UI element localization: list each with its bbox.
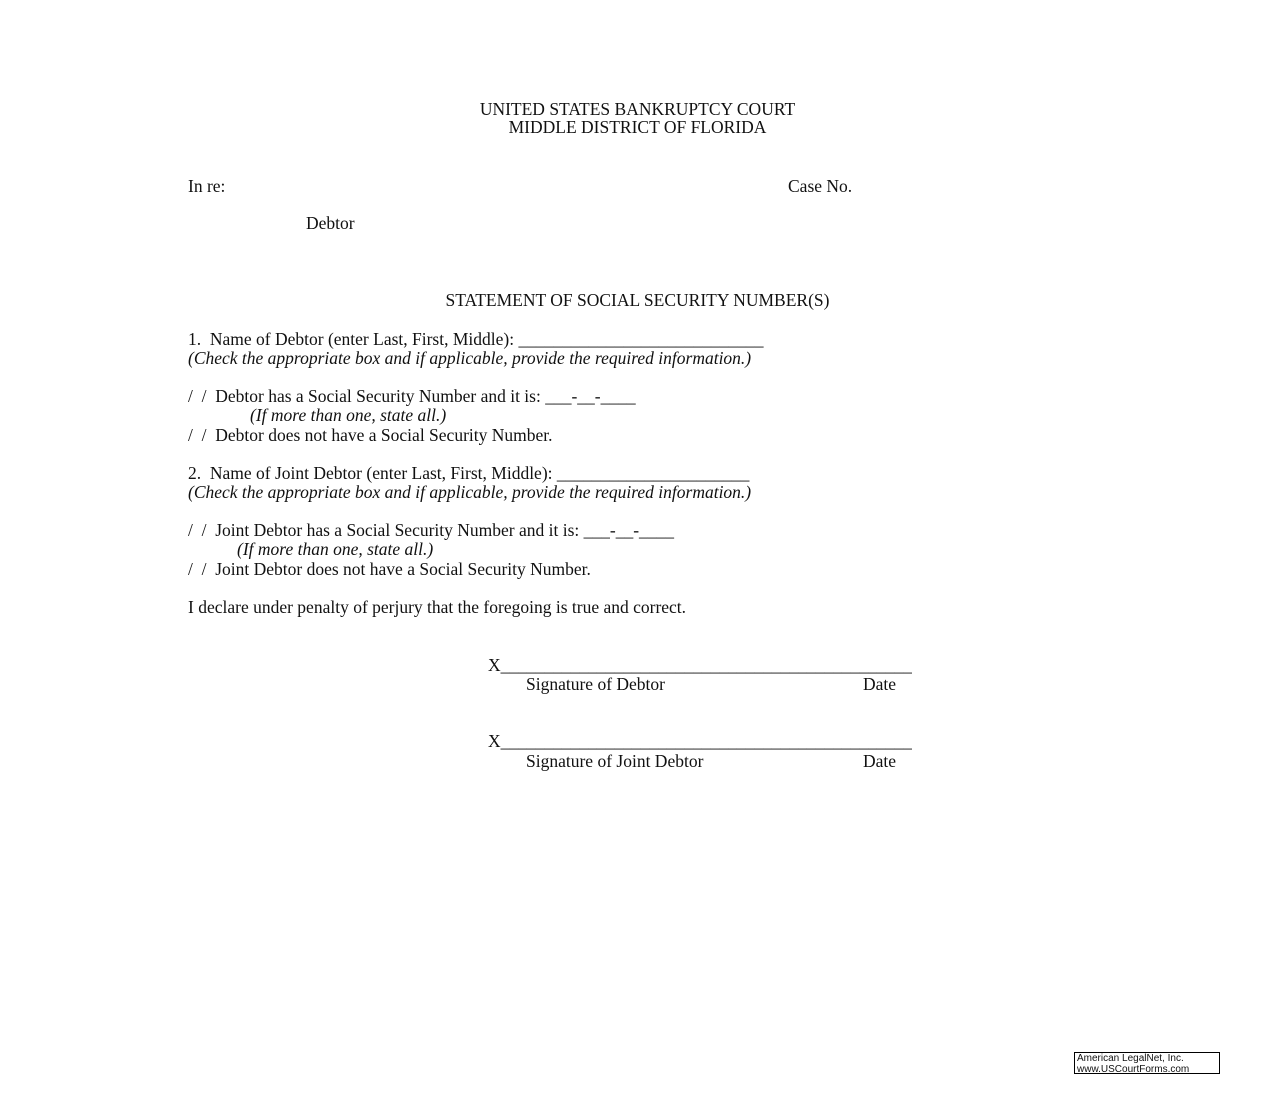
debtor-date-label: Date: [863, 674, 897, 694]
case-no-label: Case No.: [788, 176, 853, 196]
debtor-ssn-note: (If more than one, state all.): [250, 405, 447, 425]
joint-debtor-ssn-note: (If more than one, state all.): [237, 539, 434, 559]
publisher-name: American LegalNet, Inc.: [1077, 1053, 1184, 1064]
district-name: MIDDLE DISTRICT OF FLORIDA: [508, 117, 767, 137]
in-re-label: In re:: [188, 176, 226, 196]
joint-debtor-no-ssn-option: / / Joint Debtor does not have a Social Security Number.: [188, 559, 591, 579]
joint-debtor-name-line: 2. Name of Joint Debtor (enter Last, First, Middle): ______________________: [188, 463, 750, 483]
publisher-url: www.USCourtForms.com: [1077, 1063, 1190, 1075]
joint-debtor-instruction: (Check the appropriate box and if applicable, provide the required information.): [188, 482, 752, 502]
debtor-name-line: 1. Name of Debtor (enter Last, First, Middle): ____________________________: [188, 329, 764, 349]
joint-debtor-signature-line: X_______________________________________________: [488, 731, 912, 751]
debtor-signature-label: Signature of Debtor: [526, 674, 665, 694]
joint-debtor-date-label: Date: [863, 751, 897, 771]
debtor-signature-line: X_______________________________________________: [488, 655, 912, 675]
debtor-label: Debtor: [306, 213, 355, 233]
debtor-has-ssn-option: / / Debtor has a Social Security Number and it is: ___-__-____: [188, 386, 636, 406]
debtor-instruction: (Check the appropriate box and if applicable, provide the required information.): [188, 348, 752, 368]
joint-debtor-has-ssn-option: / / Joint Debtor has a Social Security Number and it is: ___-__-____: [188, 520, 675, 540]
debtor-no-ssn-option: / / Debtor does not have a Social Security Number.: [188, 425, 553, 445]
document-title: STATEMENT OF SOCIAL SECURITY NUMBER(S): [445, 290, 830, 310]
publisher-badge: [1074, 1052, 1220, 1074]
declaration: I declare under penalty of perjury that the foregoing is true and correct.: [188, 597, 687, 617]
court-name: UNITED STATES BANKRUPTCY COURT: [479, 99, 796, 119]
joint-debtor-signature-label: Signature of Joint Debtor: [526, 751, 704, 771]
